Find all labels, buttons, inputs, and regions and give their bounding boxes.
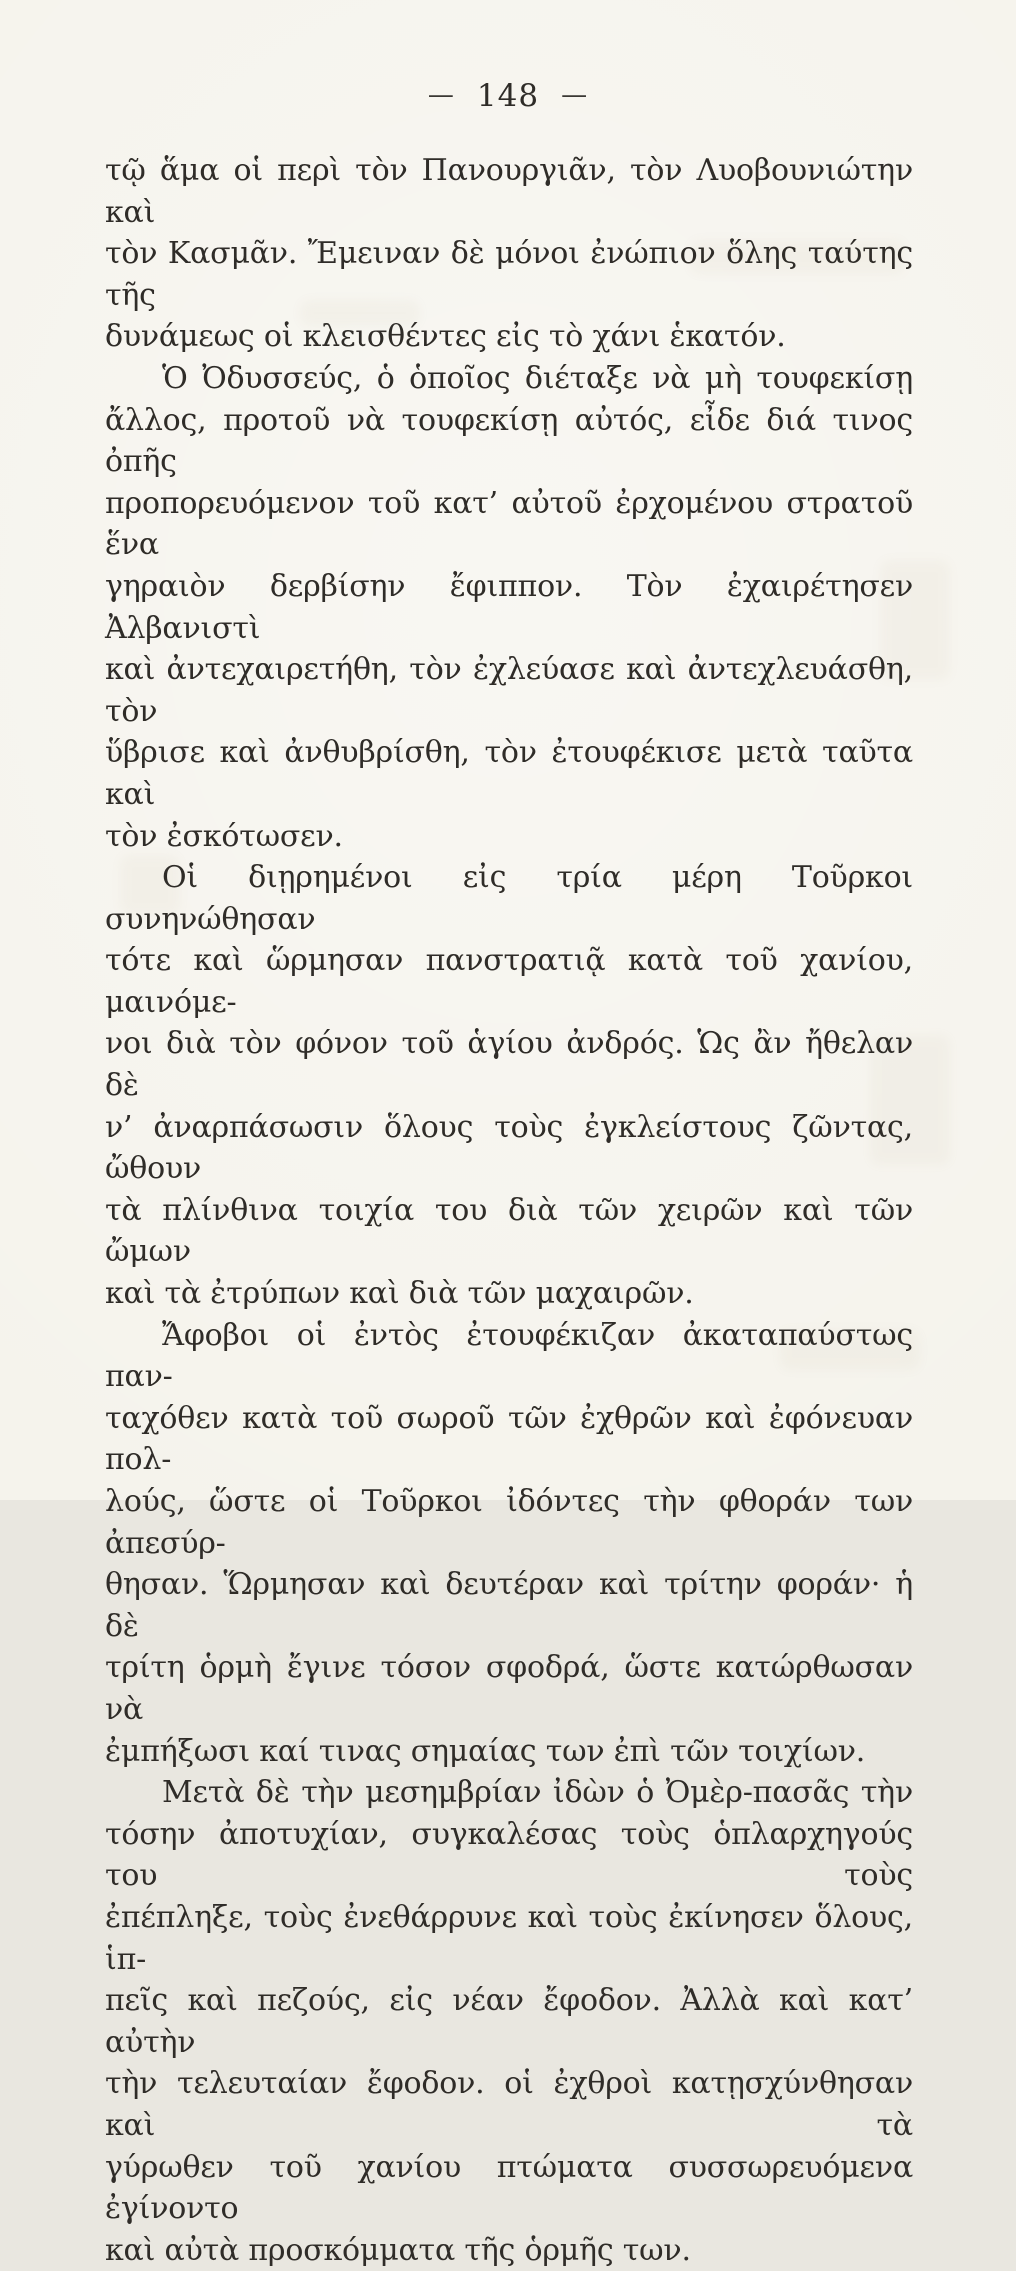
- text-line: ν’ ἀναρπάσωσιν ὅλους τοὺς ἐγκλείστους ζῶντας, ὤθουν: [105, 1109, 913, 1187]
- header-dash-right: —: [561, 80, 589, 110]
- page-header: [0, 78, 1016, 114]
- text-line: Οἱ διῃρημένοι εἰς τρία μέρη Τοῦρκοι συνηνώθησαν: [105, 860, 913, 937]
- text-line: νοι διὰ τὸν φόνον τοῦ ἁγίου ἀνδρός. Ὡς ἂν ἤθελαν δὲ: [105, 1026, 913, 1104]
- text-line: Ἄφοβοι οἱ ἐντὸς ἐτουφέκιζαν ἀκαταπαύστως παν-: [105, 1317, 913, 1395]
- header-dash-left: —: [427, 80, 455, 110]
- text-line: καὶ τὰ ἐτρύπων καὶ διὰ τῶν μαχαιρῶν.: [105, 1276, 694, 1312]
- text-line: ἐμπήξωσι καί τινας σημαίας των ἐπὶ τῶν τοιχίων.: [105, 1733, 866, 1769]
- text-line: Μετὰ δὲ τὴν μεσημβρίαν ἰδὼν ὁ Ὀμὲρ-πασᾶς τὴν: [162, 1775, 913, 1811]
- paragraph: [105, 1315, 913, 1773]
- text-line: τότε καὶ ὥρμησαν πανστρατιᾷ κατὰ τοῦ χανίου, μαινόμε-: [105, 943, 913, 1020]
- text-line: πεῖς καὶ πεζούς, εἰς νέαν ἔφοδον. Ἀλλὰ καὶ κατ’ αὐτὴν: [105, 1983, 913, 2060]
- text-line: δυνάμεως οἱ κλεισθέντες εἰς τὸ χάνι ἑκατόν.: [105, 319, 786, 355]
- text-line: τὴν τελευταίαν ἔφοδον. οἱ ἐχθροὶ κατῃσχύνθησαν καὶ τὰ: [105, 2066, 913, 2143]
- text-line: ἐπέπληξε, τοὺς ἐνεθάρρυνε καὶ τοὺς ἐκίνησεν ὅλους, ἱπ-: [105, 1899, 913, 1977]
- paragraph: [105, 150, 913, 358]
- paragraph: [105, 1772, 913, 2271]
- text-line: ταχόθεν κατὰ τοῦ σωροῦ τῶν ἐχθρῶν καὶ ἐφόνευαν πολ-: [105, 1400, 913, 1478]
- text-line: τόσην ἀποτυχίαν, συγκαλέσας τοὺς ὁπλαρχηγούς του τοὺς: [105, 1816, 913, 1894]
- text-line: τὰ πλίνθινα τοιχία του διὰ τῶν χειρῶν καὶ τῶν ὤμων: [105, 1192, 913, 1270]
- text-line: Ὁ Ὀδυσσεύς, ὁ ὁποῖος διέταξε νὰ μὴ τουφεκίσῃ: [162, 360, 913, 396]
- text-line: γηραιὸν δερβίσην ἔφιππον. Τὸν ἐχαιρέτησεν Ἀλβανιστὶ: [105, 568, 913, 646]
- paragraph: [105, 358, 913, 857]
- text-block: [105, 150, 913, 2271]
- text-line: λούς, ὥστε οἱ Τοῦρκοι ἰδόντες τὴν φθοράν των ἀπεσύρ-: [105, 1484, 913, 1561]
- text-line: τρίτη ὁρμὴ ἔγινε τόσον σφοδρά, ὥστε κατώρθωσαν νὰ: [105, 1650, 913, 1727]
- text-line: καὶ αὐτὰ προσκόμματα τῆς ὁρμῆς των.: [105, 2232, 691, 2268]
- text-line: τῷ ἅμα οἱ περὶ τὸν Πανουργιᾶν, τὸν Λυοβουνιώτην καὶ: [105, 153, 913, 230]
- text-line: προπορευόμενον τοῦ κατ’ αὐτοῦ ἐρχομένου στρατοῦ ἕνα: [105, 485, 913, 563]
- page-number: 148: [476, 78, 540, 114]
- text-line: γύρωθεν τοῦ χανίου πτώματα συσσωρευόμενα ἐγίνοντο: [105, 2149, 913, 2227]
- text-line: καὶ ἀντεχαιρετήθη, τὸν ἐχλεύασε καὶ ἀντεχλευάσθη, τὸν: [105, 652, 913, 729]
- text-line: ἄλλος, προτοῦ νὰ τουφεκίσῃ αὐτός, εἶδε διά τινος ὀπῆς: [105, 402, 913, 480]
- text-line: τὸν Κασμᾶν. Ἔμειναν δὲ μόνοι ἐνώπιον ὅλης ταύτης τῆς: [105, 236, 913, 313]
- text-line: τὸν ἐσκότωσεν.: [105, 818, 343, 854]
- text-line: θησαν. Ὥρμησαν καὶ δευτέραν καὶ τρίτην φοράν· ἡ δὲ: [105, 1567, 913, 1644]
- paragraph: [105, 857, 913, 1315]
- text-line: ὕβρισε καὶ ἀνθυβρίσθη, τὸν ἐτουφέκισε μετὰ ταῦτα καὶ: [105, 735, 913, 812]
